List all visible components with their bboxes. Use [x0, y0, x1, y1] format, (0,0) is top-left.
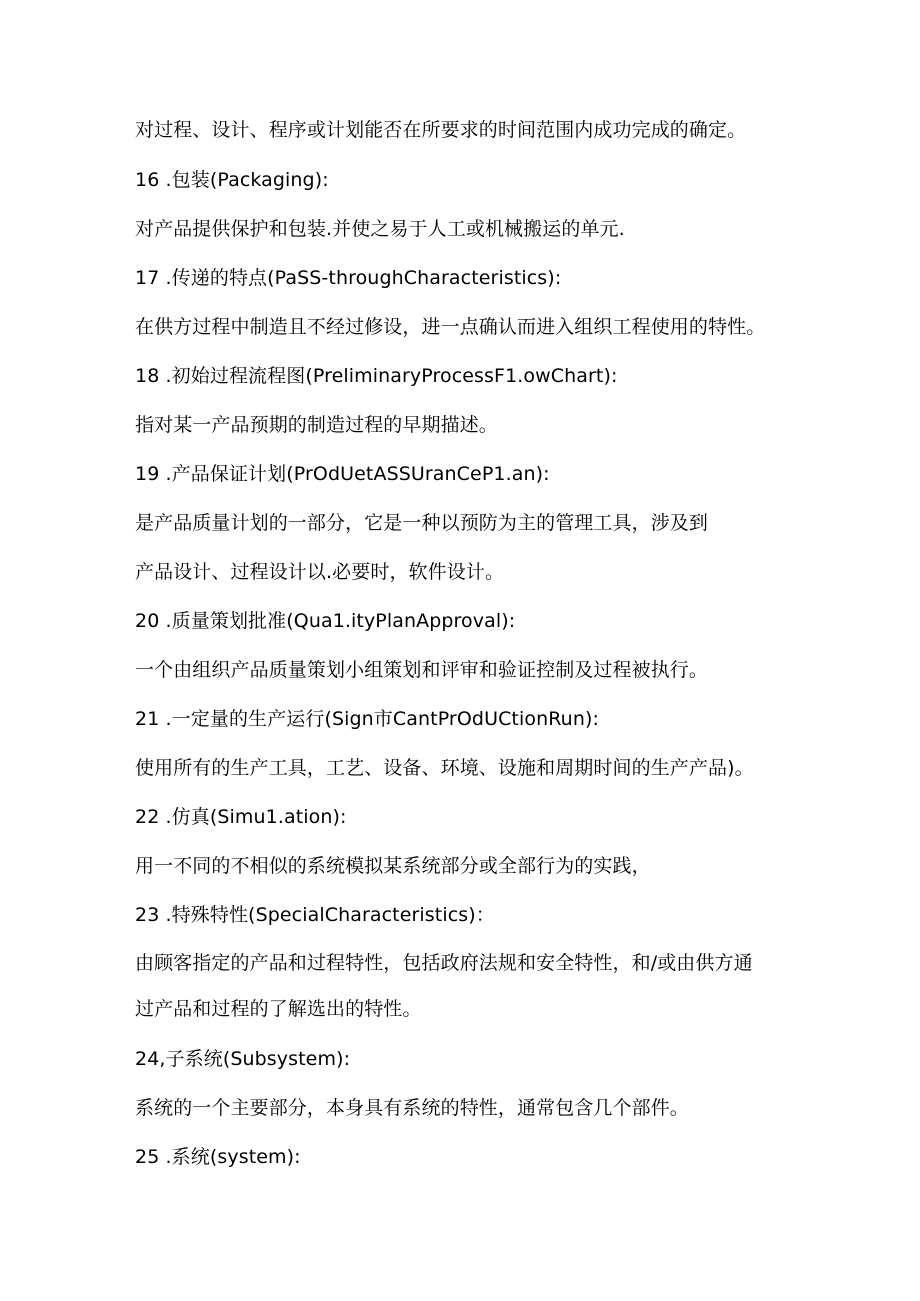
heading-24: 24,子系统(Subsystem):	[135, 1048, 351, 1070]
text-line-5: 是产品质量计划的一部分，它是一种以预防为主的管理工具，涉及到	[135, 512, 709, 534]
heading-19: 19 .产品保证计划(PrOdUetASSUranCeP1.an):	[135, 463, 550, 485]
heading-20: 20 .质量策划批准(Qua1.ityPlanApproval):	[135, 610, 516, 632]
heading-17: 17 .传递的特点(PaSS-throughCharacteristics):	[135, 267, 562, 289]
heading-21: 21 .一定量的生产运行(Sign市CantPrOdUCtionRun):	[135, 708, 599, 730]
text-line-9: 用一不同的不相似的系统模拟某系统部分或全部行为的实践，	[135, 855, 651, 877]
text-line-8: 使用所有的生产工具，工艺、设备、环境、设施和周期时间的生产产品)。	[135, 757, 754, 779]
heading-22: 22 .仿真(Simu1.ation):	[135, 806, 347, 828]
text-line-1: 对过程、设计、程序或计划能否在所要求的时间范围内成功完成的确定。	[135, 119, 747, 141]
text-line-6: 产品设计、过程设计以.必要时，软件设计。	[135, 561, 505, 583]
text-line-7: 一个由组织产品质量策划小组策划和评审和验证控制及过程被执行。	[135, 659, 709, 681]
heading-16: 16 .包装(Packaging):	[135, 169, 329, 191]
heading-23: 23 .特殊特性(SpecialCharacteristics)：	[135, 904, 495, 926]
text-line-10: 由顾客指定的产品和过程特性，包括政府法规和安全特性，和/或由供方通	[135, 952, 753, 974]
text-line-2: 对产品提供保护和包装.并使之易于人工或机械搬运的单元.	[135, 218, 625, 240]
text-line-4: 指对某一产品预期的制造过程的早期描述。	[135, 414, 498, 436]
text-line-12: 系统的一个主要部分，本身具有系统的特性，通常包含几个部件。	[135, 1097, 689, 1119]
heading-25: 25 .系统(system):	[135, 1146, 301, 1168]
text-line-3: 在供方过程中制造且不经过修设，进一点确认而进入组织工程使用的特性。	[135, 316, 766, 338]
heading-18: 18 .初始过程流程图(PreliminaryProcessF1.owChart):	[135, 365, 618, 387]
text-line-11: 过产品和过程的了解选出的特性。	[135, 998, 422, 1020]
